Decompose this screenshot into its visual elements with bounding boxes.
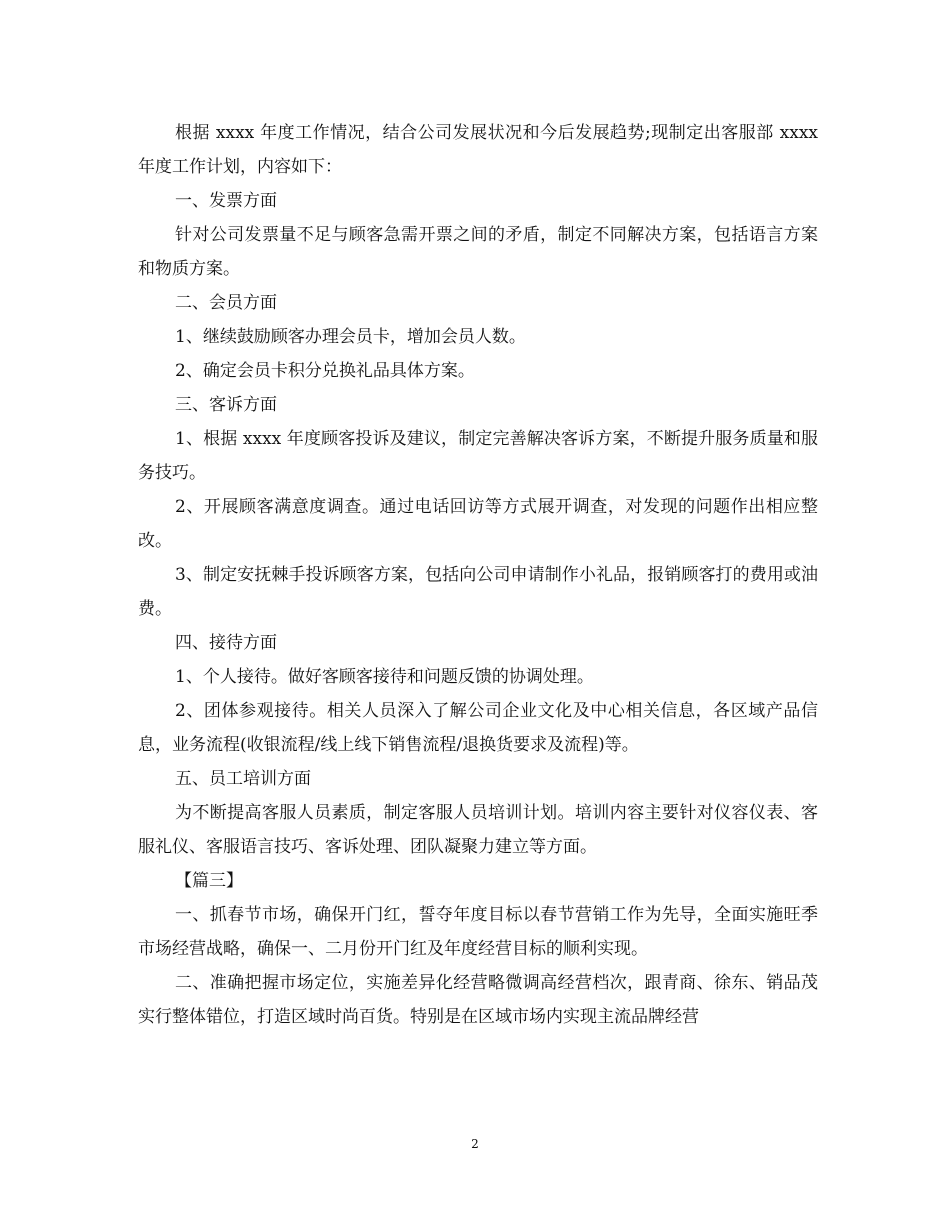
- section-heading-training: 五、员工培训方面: [175, 769, 311, 789]
- paragraph-invoice: 针对公司发票量不足与顾客急需开票之间的矛盾，制定不同解决方案，包括语言方案和物质方案。: [138, 225, 818, 279]
- paragraph-reception-1: 1、个人接待。做好客顾客接待和问题反馈的协调处理。: [175, 667, 594, 687]
- paragraph-complaints-3: 3、制定安抚棘手投诉顾客方案，包括向公司申请制作小礼品，报销顾客打的费用或油费。: [138, 565, 818, 619]
- section-heading-membership: 二、会员方面: [175, 293, 277, 313]
- paragraph-complaints-1: 1、根据 xxxx 年度顾客投诉及建议，制定完善解决客诉方案，不断提升服务质量和服务技巧。: [138, 429, 818, 483]
- paragraph-part-three-2: 二、准确把握市场定位，实施差异化经营略微调高经营档次，跟青商、徐东、销品茂实行整体错位，打造区域时尚百货。特别是在区域市场内实现主流品牌经营: [138, 973, 818, 1027]
- page-number: 2: [471, 1137, 479, 1151]
- paragraph-reception-2: 2、团体参观接待。相关人员深入了解公司企业文化及中心相关信息，各区域产品信息，业务流程(收银流程/线上线下销售流程/退换货要求及流程)等。: [138, 701, 818, 755]
- paragraph-intro: 根据 xxxx 年度工作情况，结合公司发展状况和今后发展趋势;现制定出客服部 xxxx 年度工作计划，内容如下：: [138, 123, 818, 177]
- paragraph-training: 为不断提高客服人员素质，制定客服人员培训计划。培训内容主要针对仪容仪表、客服礼仪、客服语言技巧、客诉处理、团队凝聚力建立等方面。: [138, 803, 818, 857]
- part-three-heading: 【篇三】: [175, 871, 243, 891]
- section-heading-invoice: 一、发票方面: [175, 191, 277, 211]
- paragraph-part-three-1: 一、抓春节市场，确保开门红，誓夺年度目标以春节营销工作为先导，全面实施旺季市场经营战略，确保一、二月份开门红及年度经营目标的顺利实现。: [138, 905, 818, 959]
- section-heading-complaints: 三、客诉方面: [175, 395, 277, 415]
- paragraph-complaints-2: 2、开展顾客满意度调查。通过电话回访等方式展开调查，对发现的问题作出相应整改。: [138, 497, 818, 551]
- paragraph-membership-1: 1、继续鼓励顾客办理会员卡，增加会员人数。: [175, 327, 526, 347]
- section-heading-reception: 四、接待方面: [175, 633, 277, 653]
- document-body: [138, 116, 818, 1034]
- paragraph-membership-2: 2、确定会员卡积分兑换礼品具体方案。: [175, 361, 475, 381]
